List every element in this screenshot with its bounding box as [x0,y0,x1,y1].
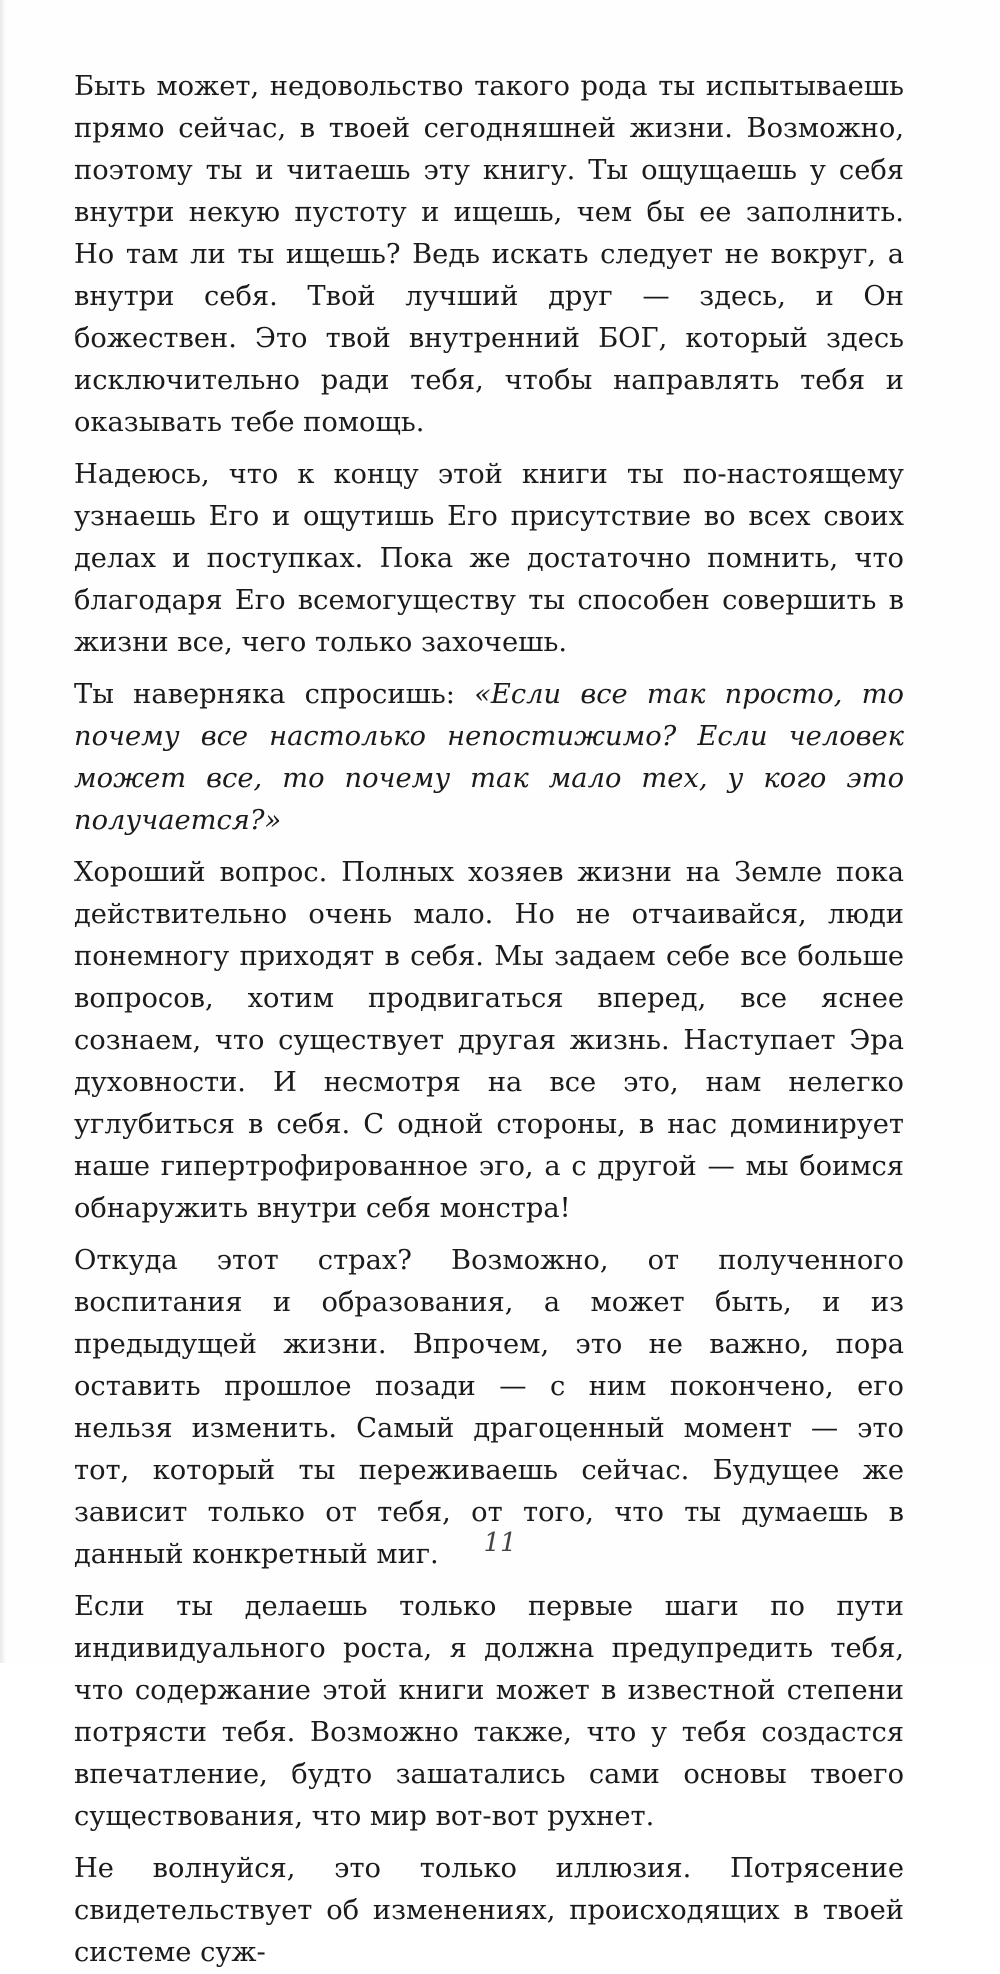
paragraph: Надеюсь, что к концу этой книги ты по-настоящему узнаешь Его и ощутишь Его присутствие во всех своих делах и поступках. Пока же достаточно помнить, что благодаря Его всемогуществу ты способен совершить в жизни все, чего только захочешь. [74,459,904,658]
paragraph: Не волнуйся, это только иллюзия. Потрясение свидетельствует об изменениях, происходящих в твоей системе суж- [74,1853,904,1968]
paragraph: Хороший вопрос. Полных хозяев жизни на Земле пока действительно очень мало. Но не отчаивайся, люди понемногу приходят в себя. Мы задаем себе все больше вопросов, хотим продвигаться вперед, все яснее сознаем, что существует другая жизнь. Наступает Эра духовности. И несмотря на все это, нам нелегко углубиться в себя. С одной стороны, в нас доминирует наше гипертрофированное эго, а с другой — мы боимся обнаружить внутри себя монстра! [74,857,904,1224]
page-number: 11 [483,1528,517,1558]
body-text [74,66,904,1974]
question-lead: Ты наверняка спросишь: [74,679,475,710]
question-quote: «Если все так просто, то почему все настолько непостижимо? Если человек может все, то почему так мало тех, у кого это получается?» [74,679,904,836]
page-edge-shadow [0,0,6,1663]
question-paragraph [74,674,904,842]
paragraph: Откуда этот страх? Возможно, от полученного воспитания и образования, а может быть, и из предыдущей жизни. Впрочем, это не важно, пора оставить прошлое позади — с ним покончено, его нельзя изменить. Самый драгоценный момент — это тот, который ты переживаешь сейчас. Будущее же зависит только от тебя, от того, что ты думаешь в данный конкретный миг. [74,1245,904,1570]
paragraph: Если ты делаешь только первые шаги по пути индивидуального роста, я должна предупредить тебя, что содержание этой книги может в известной степени потрясти тебя. Возможно также, что у тебя создастся впечатление, будто зашатались сами основы твоего существования, что мир вот-вот рухнет. [74,1591,904,1832]
paragraph: Быть может, недовольство такого рода ты испытываешь прямо сейчас, в твоей сегодняшней жизни. Возможно, поэтому ты и читаешь эту книгу. Ты ощущаешь у себя внутри некую пустоту и ищешь, чем бы ее заполнить. Но там ли ты ищешь? Ведь искать следует не вокруг, а внутри себя. Твой лучший друг — здесь, и Он божествен. Это твой внутренний БОГ, который здесь исключительно ради тебя, чтобы направлять тебя и оказывать тебе помощь. [74,71,904,438]
